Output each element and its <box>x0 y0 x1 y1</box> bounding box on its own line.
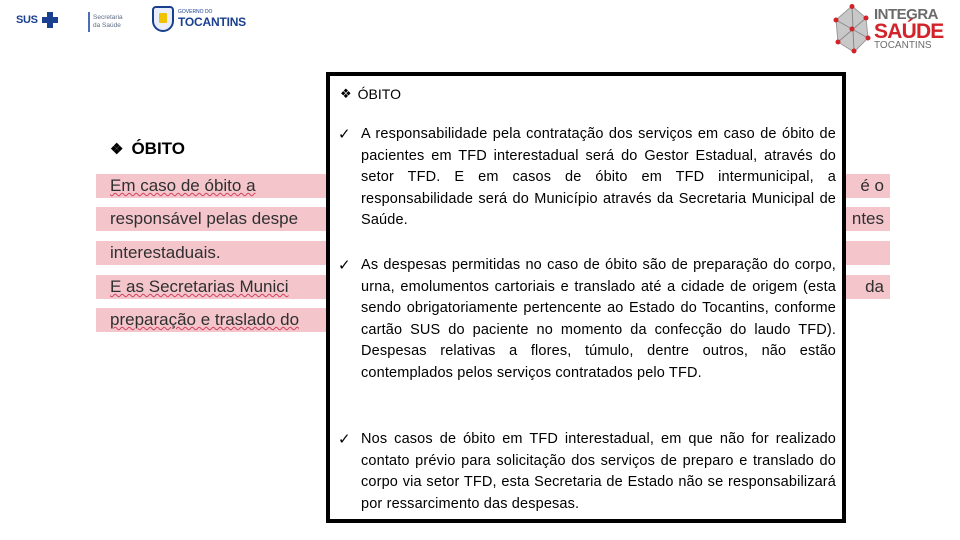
diamond-bullet-icon: ❖ <box>110 141 124 158</box>
background-line-5: preparação e traslado do <box>96 308 328 332</box>
network-mark-icon <box>832 4 872 54</box>
divider <box>88 12 90 32</box>
diamond-bullet-icon: ❖ <box>340 86 352 101</box>
background-line-1-right: é o <box>846 174 890 198</box>
tocantins-label: TOCANTINS <box>874 40 932 51</box>
background-line-2: responsável pelas despe <box>96 207 328 231</box>
secretaria-line-2: da Saúde <box>93 22 121 29</box>
background-line-3: interestaduais. <box>96 241 890 265</box>
sus-logo <box>16 12 58 28</box>
integra-saude-logo <box>832 4 944 54</box>
list-item <box>338 255 836 385</box>
sus-label: SUS <box>16 14 38 26</box>
list-item <box>338 429 836 515</box>
background-line-1: Em caso de óbito a <box>96 174 328 198</box>
background-title: ❖ ÓBITO <box>110 139 185 158</box>
secretaria-line-1: Secretaria <box>93 14 123 21</box>
check-icon: ✓ <box>338 431 351 448</box>
check-icon: ✓ <box>338 126 351 143</box>
section-heading <box>340 86 401 102</box>
background-line-4: E as Secretarias Munici <box>96 275 328 299</box>
check-icon: ✓ <box>338 257 351 274</box>
list-item-text: As despesas permitidas no caso de óbito são de preparação do corpo, urna, emolumentos cartoriais e translado até a cidade de origem (esta sendo obrigatoriamente pertencente ao Estado do Tocantins, conforme cartão SUS do paciente no momento da confecção do laudo TFD). Despesas relativas a flores, túmulo, dentre outros, não estão contemplados pelos serviços contratados pelo TFD. <box>361 257 836 381</box>
secretaria-logo <box>88 12 123 32</box>
background-line-4-right: da <box>846 275 890 299</box>
state-seal-icon <box>152 6 174 32</box>
estado-small-label: GOVERNO DO <box>178 9 213 15</box>
list-item-text: A responsabilidade pela contratação dos serviços em caso de óbito de pacientes em TFD interestadual será do Gestor Estadual, através do setor TFD. E em casos de óbito em TFD intermunicipal, a responsabilidade será do Município através da Secretaria Municipal de Saúde. <box>361 126 836 229</box>
tocantins-logo <box>152 6 246 32</box>
list-item-text: Nos casos de óbito em TFD interestadual, em que não for realizado contato prévio para solicitação dos serviços de preparo e translado do corpo via setor TFD, esta Secretaria de Estado não se responsabilizará por ressarcimento das despesas. <box>361 431 836 512</box>
list-item <box>338 124 836 232</box>
health-cross-icon <box>42 12 58 28</box>
heading-text: ÓBITO <box>357 86 401 102</box>
obito-content-box <box>326 72 846 523</box>
background-line-2-right: ntes <box>846 207 890 231</box>
estado-label: TOCANTINS <box>178 15 246 29</box>
integra-label: INTEGRA <box>874 6 938 23</box>
saude-label: SAÚDE <box>874 20 944 43</box>
